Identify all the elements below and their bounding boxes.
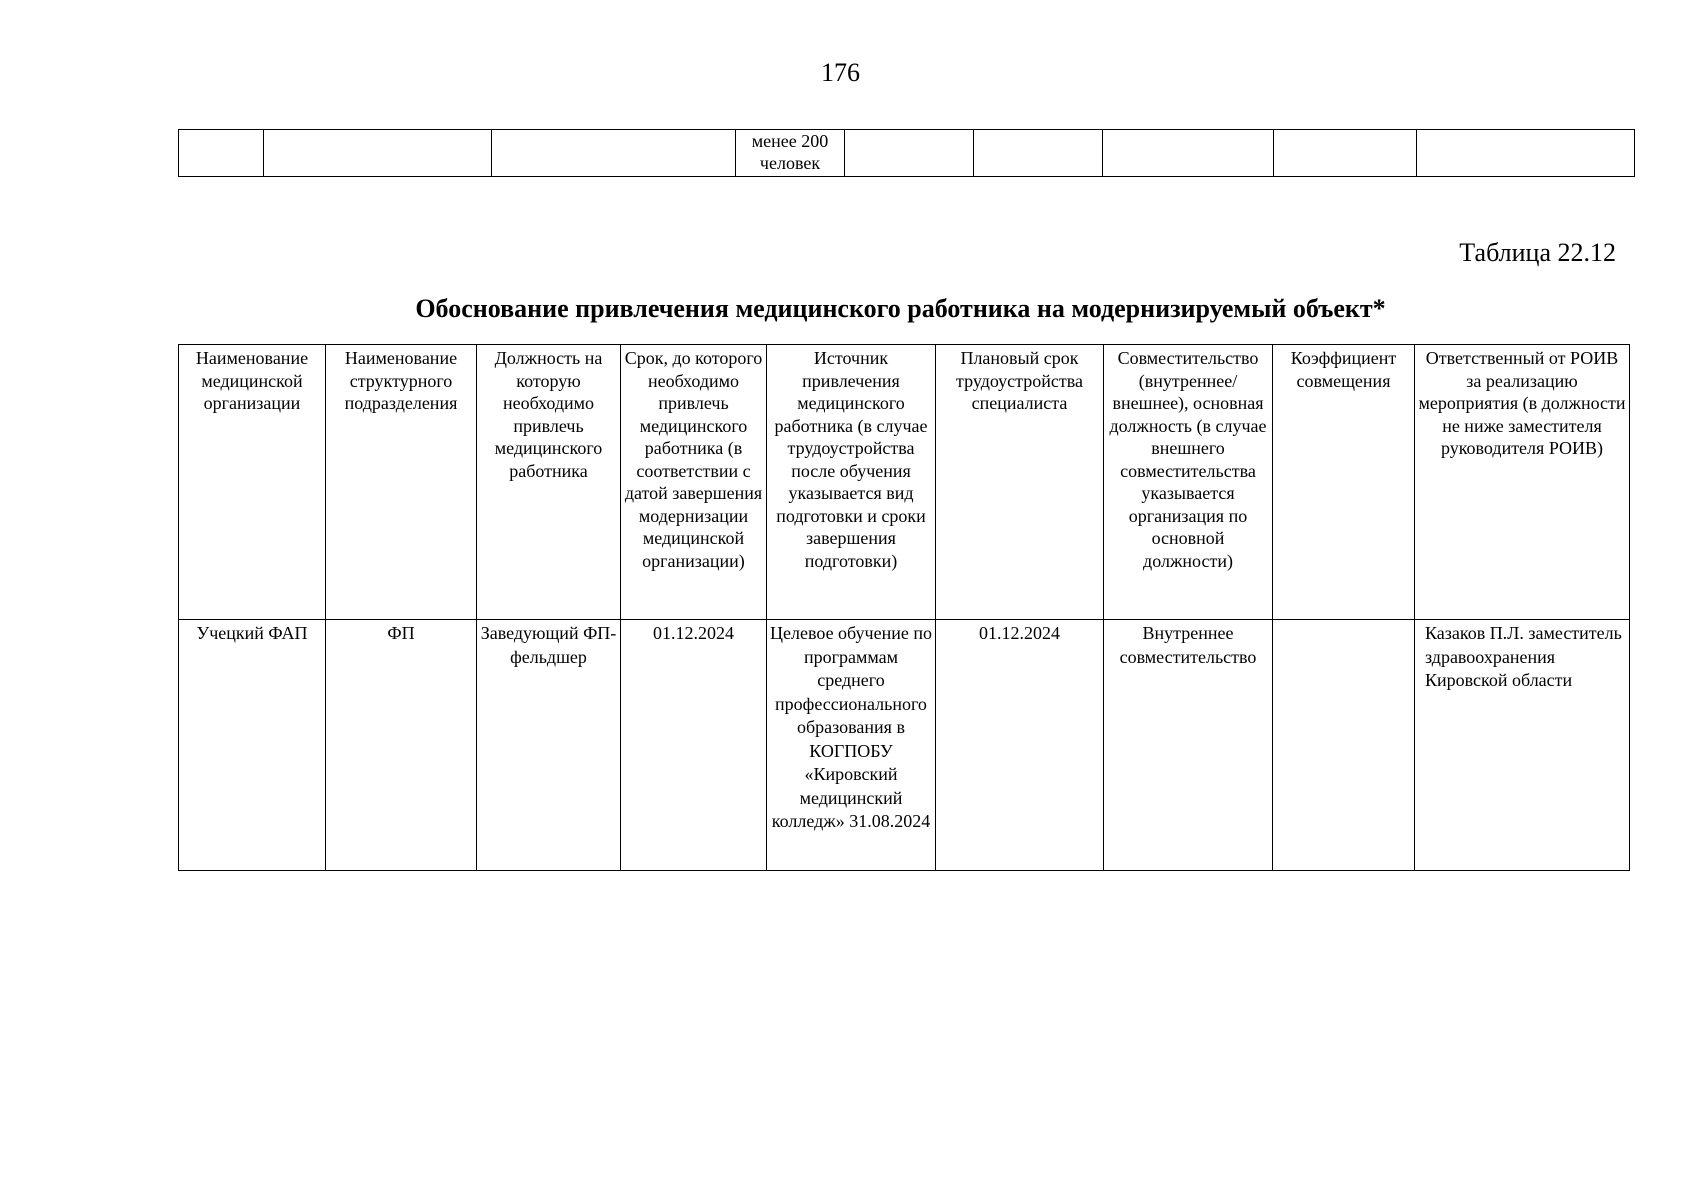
table-row <box>179 620 1630 871</box>
table-cell: 01.12.2024 <box>621 620 767 871</box>
header-cell: Совместительство (внутреннее/внешнее), основная должность (в случае внешнего совместительства указывается организация по основной должности) <box>1104 345 1273 620</box>
table-header-row <box>179 345 1630 620</box>
table-cell: менее 200 человек <box>736 130 845 177</box>
table-cell <box>179 130 264 177</box>
header-cell: Наименование медицинской организации <box>179 345 326 620</box>
table-cell <box>492 130 736 177</box>
table-cell: ФП <box>326 620 477 871</box>
table-cell <box>1417 130 1635 177</box>
table-caption: Таблица 22.12 <box>1459 238 1616 267</box>
table-cell <box>264 130 492 177</box>
table-cell <box>974 130 1103 177</box>
header-cell: Срок, до которого необходимо привлечь медицинского работника (в соответствии с датой завершения модернизации медицинской организации) <box>621 345 767 620</box>
table-cell <box>1103 130 1274 177</box>
page-number: 176 <box>821 58 860 87</box>
header-cell: Наименование структурного подразделения <box>326 345 477 620</box>
staffing-table <box>178 344 1630 871</box>
table-cell: Внутреннее совместительство <box>1104 620 1273 871</box>
table-cell: 01.12.2024 <box>936 620 1104 871</box>
table-cell <box>845 130 974 177</box>
header-cell: Плановый срок трудоустройства специалиста <box>936 345 1104 620</box>
table-cell: Целевое обучение по программам среднего профессионального образования в КОГПОБУ «Кировский медицинский колледж» 31.08.2024 <box>767 620 936 871</box>
table-row <box>179 130 1635 177</box>
table-cell: Казаков П.Л. заместитель здравоохранения Кировской области <box>1415 620 1630 871</box>
table-cell <box>1274 130 1417 177</box>
header-cell: Источник привлечения медицинского работника (в случае трудоустройства после обучения указывается вид подготовки и сроки завершения подготовки) <box>767 345 936 620</box>
header-cell: Коэффициент совмещения <box>1273 345 1415 620</box>
header-cell: Ответственный от РОИВ за реализацию мероприятия (в должности не ниже заместителя руководителя РОИВ) <box>1415 345 1630 620</box>
header-cell: Должность на которую необходимо привлечь медицинского работника <box>477 345 621 620</box>
table-cell: Заведующий ФП-фельдшер <box>477 620 621 871</box>
table-title: Обоснование привлечения медицинского работника на модернизируемый объект* <box>415 294 1386 323</box>
table-cell: Учецкий ФАП <box>179 620 326 871</box>
continued-table <box>178 129 1635 177</box>
table-cell <box>1273 620 1415 871</box>
